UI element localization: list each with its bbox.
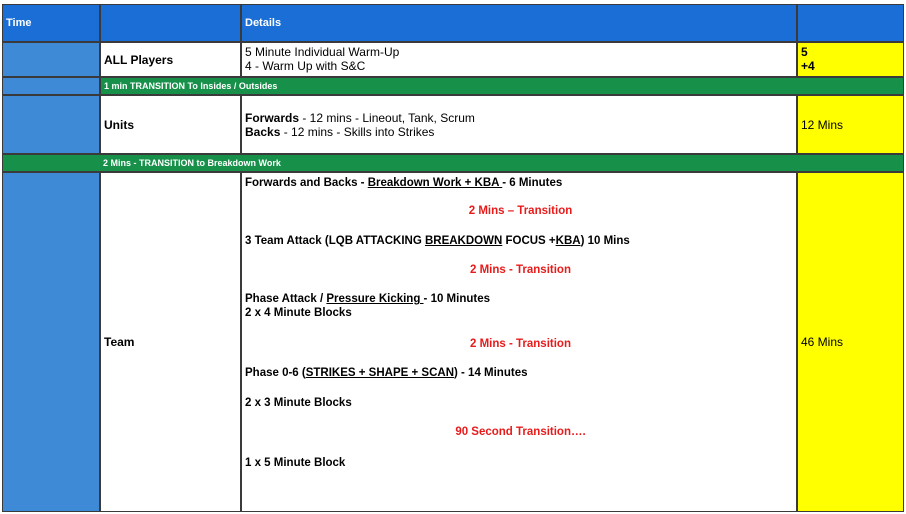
transition1-blue-cell (2, 77, 100, 95)
team-details-cell (241, 172, 797, 512)
transition1-bar (100, 77, 904, 95)
team-line-1b: - 6 Minutes (502, 177, 563, 189)
team-line-breakdown (245, 177, 796, 189)
all-players-duration-1: 5 (801, 45, 808, 59)
units-time-cell (2, 95, 100, 154)
team-line-4a: Phase 0-6 ( (245, 367, 306, 379)
units-backs-text: - 12 mins - Skills into Strikes (280, 124, 435, 139)
transition1-text: 1 min TRANSITION To Insides / Outsides (104, 81, 278, 91)
all-players-label-cell (100, 42, 241, 77)
transition2-bar (2, 154, 904, 172)
team-transition-2: 2 Mins - Transition (470, 264, 571, 276)
team-line-phase-0-6 (245, 367, 796, 379)
team-line-1u: Breakdown Work + KBA (367, 177, 503, 189)
units-label: Units (104, 117, 134, 132)
units-duration-cell (797, 95, 904, 154)
team-line-3u: Pressure Kicking (326, 293, 424, 305)
header-duration (797, 4, 904, 42)
units-backs-label: Backs (245, 124, 281, 139)
team-line-3b: - 10 Minutes (423, 293, 491, 305)
team-line-2c: ) 10 Mins (580, 235, 630, 247)
units-forwards-text: - 12 mins - Lineout, Tank, Scrum (299, 110, 475, 125)
all-players-duration-cell (797, 42, 904, 77)
team-transition-1: 2 Mins – Transition (468, 205, 573, 217)
all-players-duration-2: +4 (801, 59, 815, 73)
team-line-3a: Phase Attack / (245, 293, 327, 305)
team-time-cell (2, 172, 100, 512)
team-line-2u2: KBA (555, 235, 581, 247)
header-blank (100, 4, 241, 42)
team-line-phase-attack (245, 293, 796, 305)
header-time (2, 4, 100, 42)
header-time-label: Time (6, 17, 32, 29)
transition2-text: 2 Mins - TRANSITION to Breakdown Work (103, 158, 281, 168)
team-line-1a: Forwards and Backs - (245, 177, 368, 189)
units-details-cell (241, 95, 797, 154)
team-line-4b: ) - 14 Minutes (454, 367, 528, 379)
all-players-details-cell (241, 42, 797, 77)
units-backs-line (245, 125, 796, 139)
units-label-cell (100, 95, 241, 154)
team-line-attack (245, 235, 796, 247)
team-label-cell (100, 172, 241, 512)
all-players-detail-1: 5 Minute Individual Warm-Up (245, 45, 400, 59)
team-line-2a: 3 Team Attack (LQB ATTACKING (245, 235, 425, 247)
team-duration: 46 Mins (801, 335, 844, 349)
header-details-label: Details (245, 17, 282, 29)
team-transition-4: 90 Second Transition…. (455, 426, 586, 438)
team-line-blocks-3: 2 x 3 Minute Blocks (245, 397, 352, 409)
team-duration-cell (797, 172, 904, 512)
team-line-2b: FOCUS + (502, 235, 556, 247)
team-line-block-5: 1 x 5 Minute Block (245, 457, 346, 469)
team-line-2u1: BREAKDOWN (424, 235, 503, 247)
all-players-label: ALL Players (104, 52, 174, 67)
units-duration: 12 Mins (801, 117, 844, 132)
team-label: Team (104, 335, 135, 349)
team-line-blocks-4: 2 x 4 Minute Blocks (245, 307, 352, 319)
all-players-detail-2: 4 - Warm Up with S&C (245, 59, 366, 73)
units-forwards-line (245, 111, 796, 125)
team-transition-3: 2 Mins - Transition (470, 338, 571, 350)
all-players-time-cell (2, 42, 100, 77)
header-details (241, 4, 797, 42)
team-line-4u: STRIKES + SHAPE + SCAN (305, 367, 454, 379)
units-forwards-label: Forwards (245, 110, 300, 125)
